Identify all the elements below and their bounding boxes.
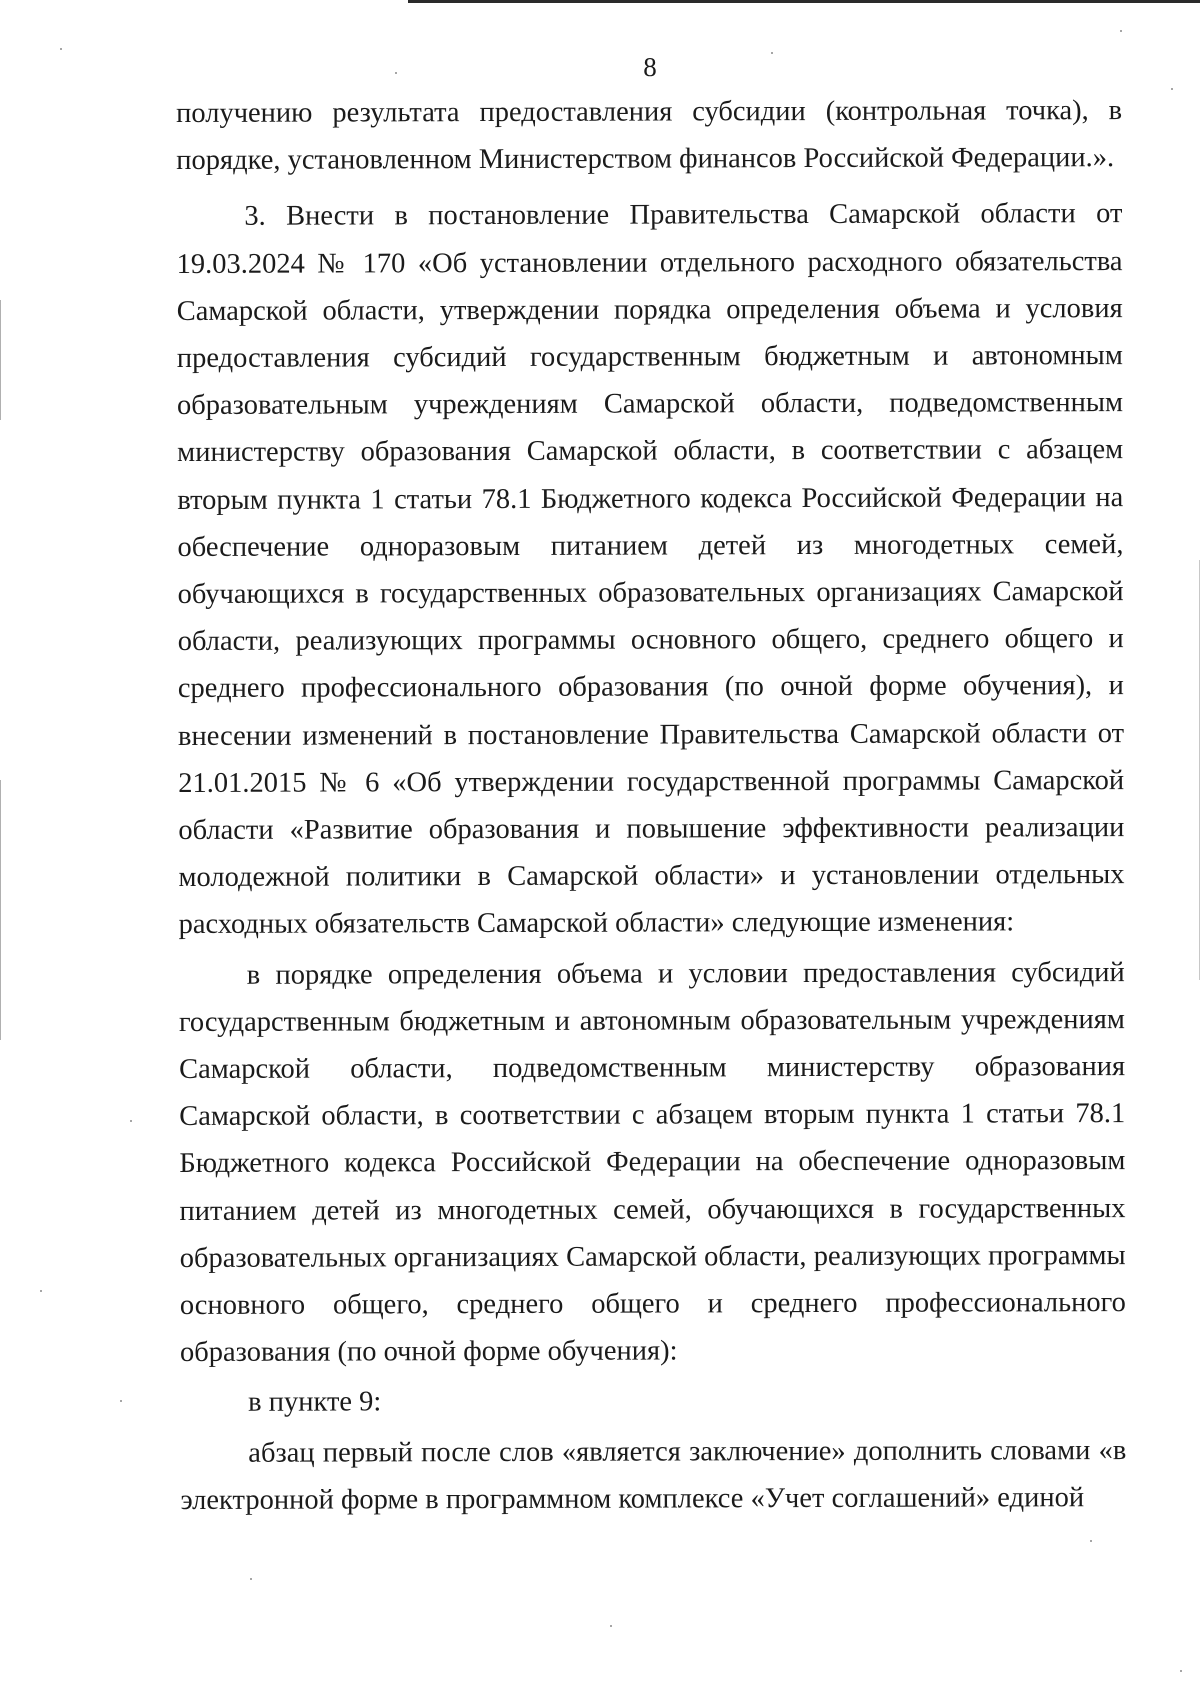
scan-left-edge	[0, 780, 1, 1040]
paragraph-continuation: получению результата предоставления субсидии (контрольная точка), в порядке, установленном Министерством финансов Российской Федерации.».	[176, 95, 1123, 177]
page-number: 8	[643, 52, 657, 82]
scan-speck	[1180, 1670, 1182, 1672]
scan-speck	[771, 52, 773, 54]
scan-speck	[120, 1400, 122, 1402]
paragraph-point-9: в пункте 9:	[248, 1386, 382, 1419]
scan-speck	[610, 1625, 612, 1627]
scan-speck	[250, 1578, 252, 1580]
scan-speck	[60, 48, 62, 50]
scan-speck	[1120, 30, 1122, 32]
paragraph-item-3: 3. Внести в постановление Правительства Самарской области от 19.03.2024 № 170 «Об установлении отдельного расходного обязательства Самарской области, утверждении порядка определения объема и условия предоставления субсидий государственным бюджетным и автономным образовательным учреждениям Самарской области, подведомственным министерству образования Самарской области, в соответствии с абзацем вторым пункта 1 статьи 78.1 Бюджетного кодекса Российской Федерации на обеспечение одноразовым питанием детей из многодетных семей, обучающихся в государственных образовательных организациях Самарской области, реализующих программы основного общего, среднего общего и среднего профессионального образования (по очной форме обучения), и внесении изменений в постановление Правительства Самарской области от 21.01.2015 № 6 «Об утверждении государственной программы Самарской области «Развитие образования и повышение эффективности реализации молодежной политики в Самарской области» и установлении отдельных расходных обязательств Самарской области» следующие изменения:	[176, 198, 1125, 941]
page-top-rule	[408, 0, 1200, 3]
scan-speck	[130, 1120, 132, 1122]
scan-left-edge	[0, 300, 1, 420]
paragraph-procedure: в порядке определения объема и условии предоставления субсидий государственным бюджетным и автономным образовательным учреждениям Самарской области, подведомственным министерству образования Самарской области, в соответствии с абзацем вторым пункта 1 статьи 78.1 Бюджетного кодекса Российской Федерации на обеспечение одноразовым питанием детей из многодетных семей, обучающихся в государственных образовательных организациях Самарской области, реализующих программы основного общего, среднего общего и среднего профессионального образования (по очной форме обучения):	[178, 956, 1126, 1369]
paragraph-first-clause: абзац первый после слов «является заключение» дополнить словами «в электронной форме в программном комплексе «Учет соглашений» единой	[180, 1434, 1127, 1516]
scan-speck	[40, 1290, 42, 1292]
scan-speck	[1171, 88, 1173, 90]
document-body	[176, 87, 1127, 1524]
scan-speck	[395, 72, 397, 74]
scan-speck	[1090, 1540, 1092, 1542]
